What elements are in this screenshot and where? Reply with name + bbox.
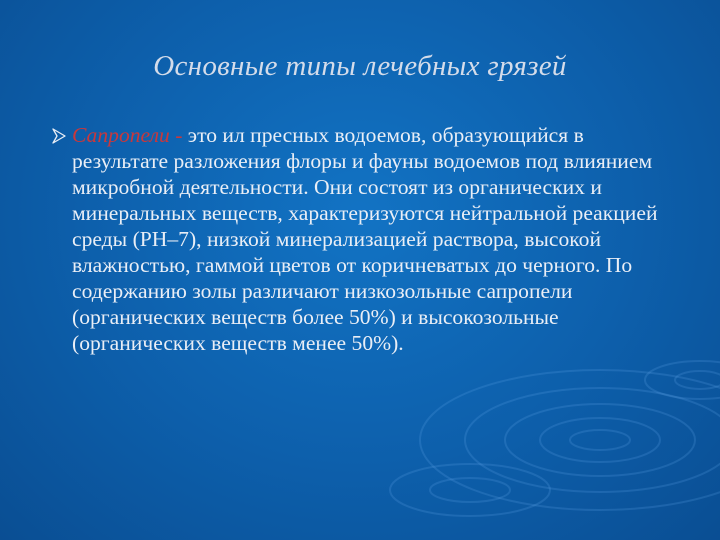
- term-sapropeli: Сапропели: [72, 123, 170, 147]
- bullet-body-text: это ил пресных водоемов, образующийся в результате разложения флоры и фауны водоемов под влиянием микробной деятельности. Они состоят из органических и минеральных веществ, характеризуются нейтральной реакцией среды (РН–7), низкой минерализацией раствора, высокой влажностью, гаммой цветов от коричневатых до черного. По содержанию золы различают низкозольные сапропели (органических веществ более 50%) и высокозольные (органических веществ менее 50%).: [72, 123, 658, 355]
- slide-title: Основные типы лечебных грязей: [153, 50, 567, 82]
- arrowhead-bullet-icon: [52, 128, 66, 144]
- term-separator: -: [169, 123, 188, 147]
- bullet-paragraph: [72, 122, 670, 356]
